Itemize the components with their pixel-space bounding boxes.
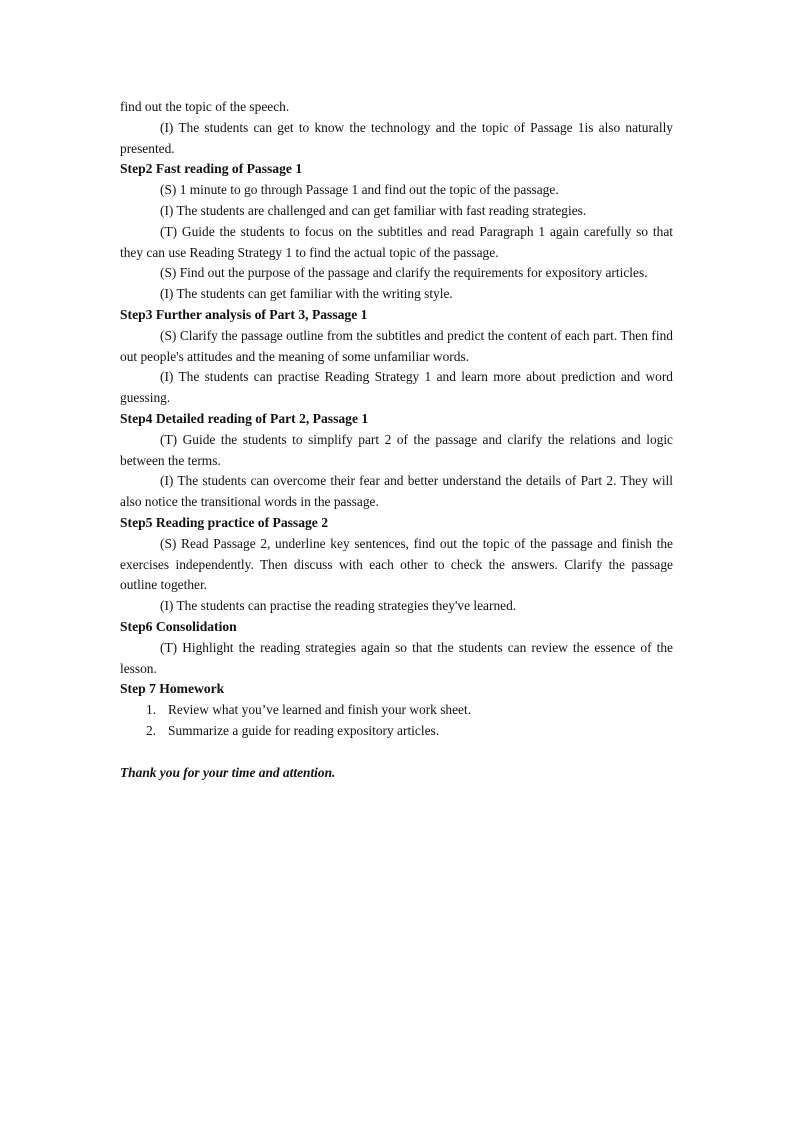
step-paragraph: (I) The students can get familiar with the writing style. xyxy=(160,286,453,302)
step-paragraph: (S) Clarify the passage outline from the subtitles and predict the content of each part. Then find out people's attitudes and the meaning of some unfamiliar words. xyxy=(120,327,673,364)
step-heading: Step5 Reading practice of Passage 2 xyxy=(120,514,329,530)
intro-note: (I) The students can get to know the technology and the topic of Passage 1is also naturally presented. xyxy=(120,119,673,156)
step-4-section xyxy=(120,409,673,513)
step-heading: Step3 Further analysis of Part 3, Passage 1 xyxy=(120,306,368,322)
step-paragraph: (S) 1 minute to go through Passage 1 and find out the topic of the passage. xyxy=(160,182,559,198)
step-paragraph: (I) The students can practise the reading strategies they've learned. xyxy=(160,598,517,614)
list-item-text: Review what you’ve learned and finish your work sheet. xyxy=(168,702,472,718)
step-paragraph: (I) The students are challenged and can get familiar with fast reading strategies. xyxy=(160,202,587,218)
closing-line: Thank you for your time and attention. xyxy=(120,764,336,780)
step-paragraph: (T) Highlight the reading strategies again so that the students can review the essence of the lesson. xyxy=(120,639,673,676)
step-paragraph: (T) Guide the students to simplify part 2 of the passage and clarify the relations and logic between the terms. xyxy=(120,431,673,468)
step-heading: Step2 Fast reading of Passage 1 xyxy=(120,161,303,177)
homework-list xyxy=(120,700,673,742)
homework-section xyxy=(120,679,673,741)
step-paragraph: (I) The students can overcome their fear and better understand the details of Part 2. They will also notice the transitional words in the passage. xyxy=(120,473,673,510)
list-item xyxy=(120,700,673,721)
list-item-text: Summarize a guide for reading expository articles. xyxy=(168,722,440,738)
list-item-number: 1. xyxy=(146,702,157,718)
step-paragraph: (I) The students can practise Reading Strategy 1 and learn more about prediction and word guessing. xyxy=(120,369,673,406)
step-2-section xyxy=(120,159,673,305)
list-item xyxy=(120,721,673,742)
step-paragraph: (S) Read Passage 2, underline key sentences, find out the topic of the passage and finish the exercises independently. Then discuss with each other to check the answers. Clarify the passage outline together. xyxy=(120,535,673,593)
step-heading: Step4 Detailed reading of Part 2, Passage 1 xyxy=(120,410,369,426)
step-6-section xyxy=(120,617,673,679)
step-5-section xyxy=(120,513,673,617)
step-3-section xyxy=(120,305,673,409)
list-item-number: 2. xyxy=(146,722,157,738)
intro-line: find out the topic of the speech. xyxy=(120,99,290,114)
step-paragraph: (S) Find out the purpose of the passage and clarify the requirements for expository articles. xyxy=(160,265,648,281)
document-page xyxy=(120,97,673,784)
homework-heading: Step 7 Homework xyxy=(120,681,225,697)
step-heading: Step6 Consolidation xyxy=(120,618,237,634)
step-paragraph: (T) Guide the students to focus on the subtitles and read Paragraph 1 again carefully so that they can use Reading Strategy 1 to find the actual topic of the passage. xyxy=(120,223,673,260)
